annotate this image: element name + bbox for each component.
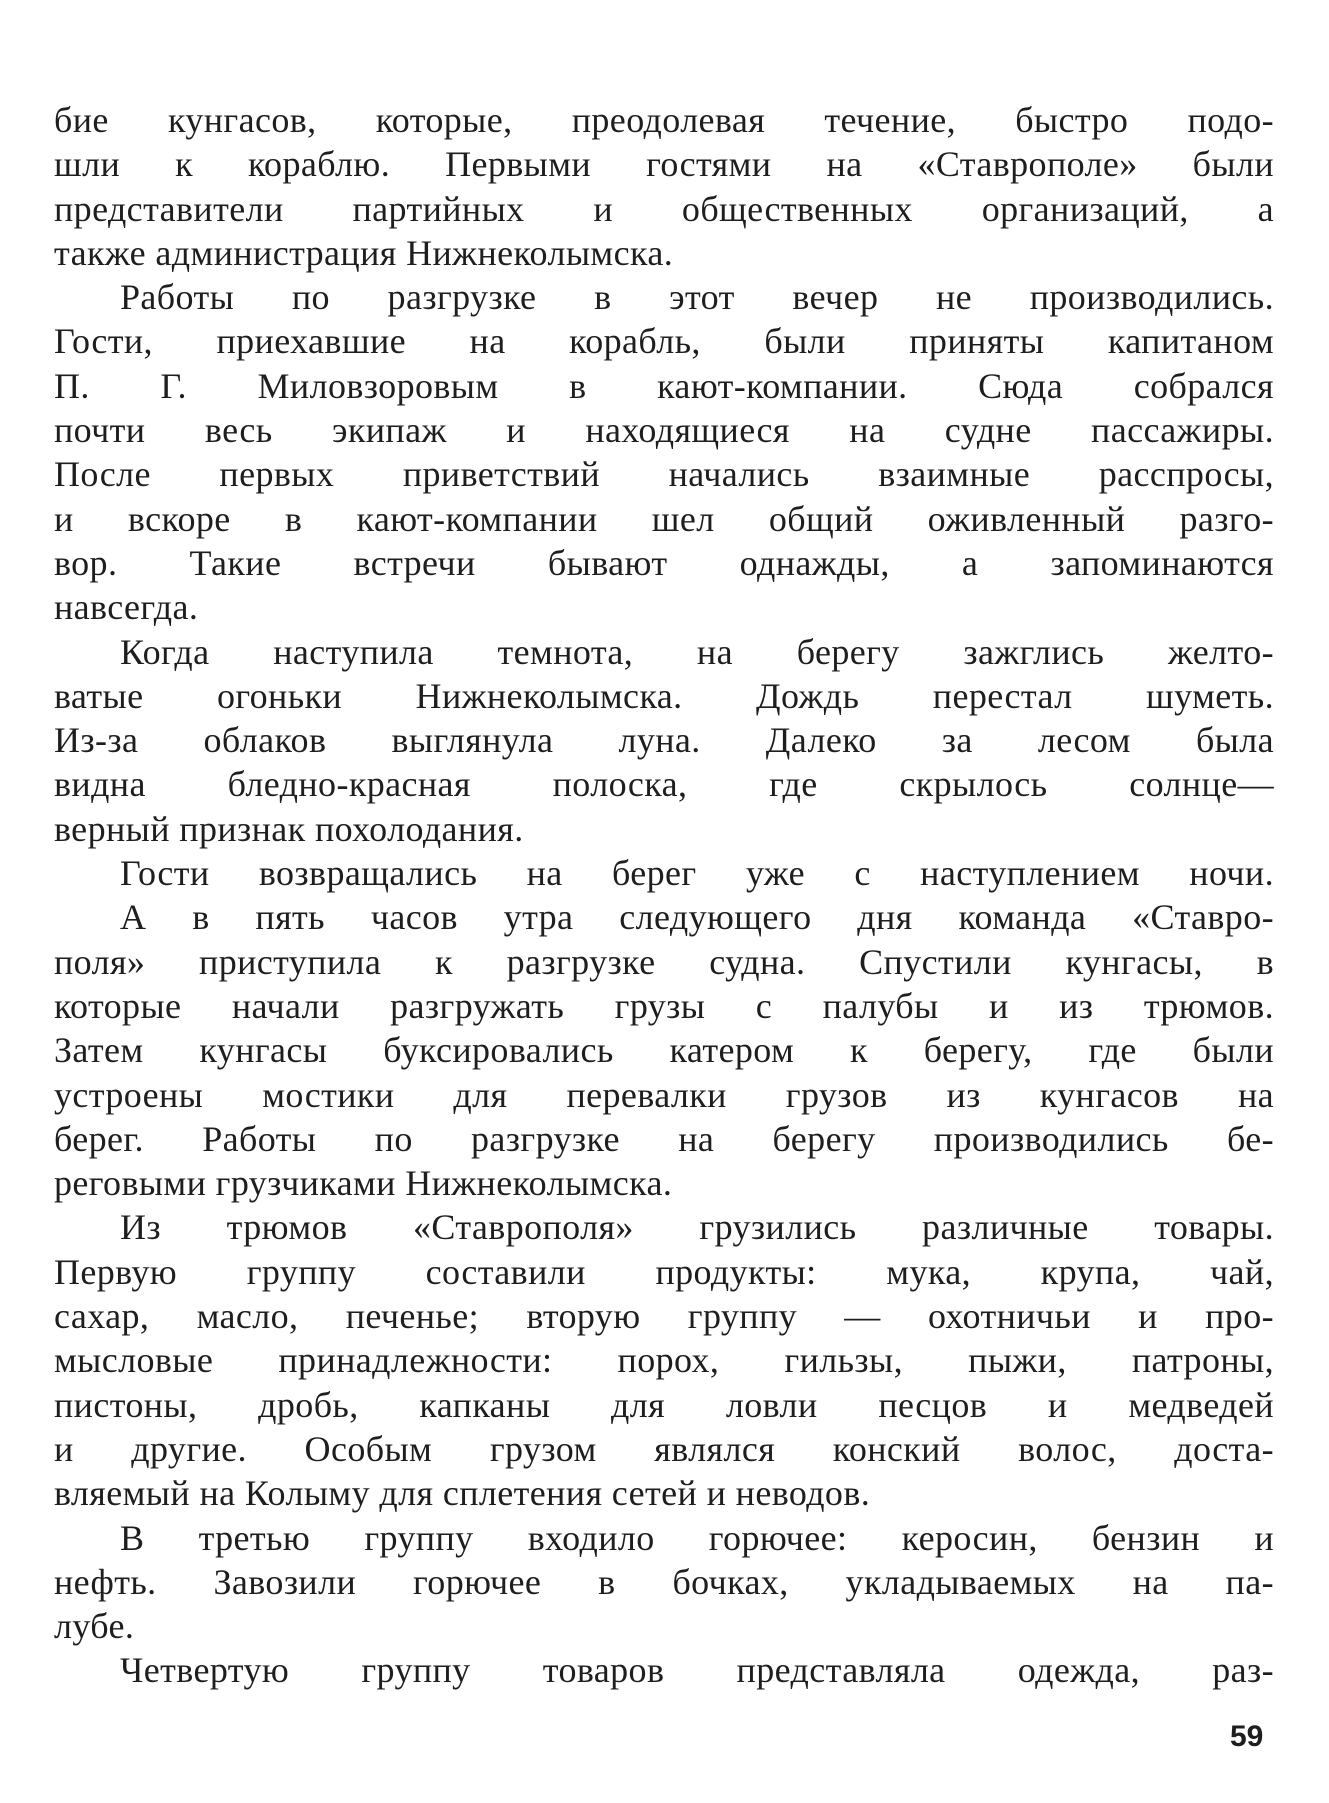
text-line: Из-за облаков выглянула луна. Далеко за лесом была xyxy=(54,720,1274,761)
text-line: П. Г. Миловзоровым в кают-компании. Сюда собрался xyxy=(54,365,1274,406)
text-line: Гости, приехавшие на корабль, были приняты капитаном xyxy=(54,321,1274,362)
text-line: и другие. Особым грузом являлся конский волос, доста- xyxy=(54,1428,1274,1469)
text-line: также администрация Нижнеколымска. xyxy=(54,232,674,273)
body-text xyxy=(54,98,1274,1693)
text-line: и вскоре в кают-компании шел общий оживленный разго- xyxy=(54,498,1274,539)
text-line: бие кунгасов, которые, преодолевая течение, быстро подо- xyxy=(54,100,1274,140)
text-line: видна бледно-красная полоска, где скрылось солнце— xyxy=(54,764,1274,805)
text-line: навсегда. xyxy=(54,587,199,628)
text-line: вляемый на Колыму для сплетения сетей и неводов. xyxy=(54,1473,871,1514)
text-line: нефть. Завозили горючее в бочках, укладываемых на па- xyxy=(54,1561,1274,1602)
text-line: Затем кунгасы буксировались катером к берегу, где были xyxy=(54,1030,1274,1071)
text-line: Работы по разгрузке в этот вечер не производились. xyxy=(120,277,1274,318)
text-line: Четвертую группу товаров представляла одежда, раз- xyxy=(120,1650,1274,1691)
text-line: Гости возвращались на берег уже с наступлением ночи. xyxy=(120,853,1274,894)
text-line: реговыми грузчиками Нижнеколымска. xyxy=(54,1163,673,1204)
text-line: мысловые принадлежности: порох, гильзы, пыжи, патроны, xyxy=(54,1340,1274,1381)
text-line: пистоны, дробь, капканы для ловли песцов и медведей xyxy=(54,1384,1274,1425)
text-line: верный признак похолодания. xyxy=(54,808,524,849)
text-line: берег. Работы по разгрузке на берегу производились бе- xyxy=(54,1118,1274,1159)
text-line: После первых приветствий начались взаимные расспросы, xyxy=(54,454,1274,495)
page-number: 59 xyxy=(1230,1720,1264,1753)
text-line: Первую группу составили продукты: мука, крупа, чай, xyxy=(54,1251,1274,1292)
text-line: шли к кораблю. Первыми гостями на «Ставрополе» были xyxy=(54,144,1274,185)
text-line: устроены мостики для перевалки грузов из кунгасов на xyxy=(54,1074,1274,1115)
text-line: сахар, масло, печенье; вторую группу — охотничьи и про- xyxy=(54,1296,1274,1337)
text-line: почти весь экипаж и находящиеся на судне пассажиры. xyxy=(54,410,1274,451)
text-line: А в пять часов утра следующего дня команда «Ставро- xyxy=(120,897,1274,938)
text-line: Когда наступила темнота, на берегу зажглись желто- xyxy=(120,631,1274,672)
text-line: вор. Такие встречи бывают однажды, а запоминаются xyxy=(54,542,1274,583)
text-line: Из трюмов «Ставрополя» грузились различные товары. xyxy=(120,1207,1274,1248)
text-line: лубе. xyxy=(54,1606,135,1647)
text-line: ватые огоньки Нижнеколымска. Дождь перестал шуметь. xyxy=(54,675,1274,716)
text-line: В третью группу входило горючее: керосин, бензин и xyxy=(120,1517,1274,1558)
text-line: которые начали разгружать грузы с палубы и из трюмов. xyxy=(54,985,1274,1026)
text-line: поля» приступила к разгрузке судна. Спустили кунгасы, в xyxy=(54,941,1274,982)
text-line: представители партийных и общественных организаций, а xyxy=(54,188,1274,229)
